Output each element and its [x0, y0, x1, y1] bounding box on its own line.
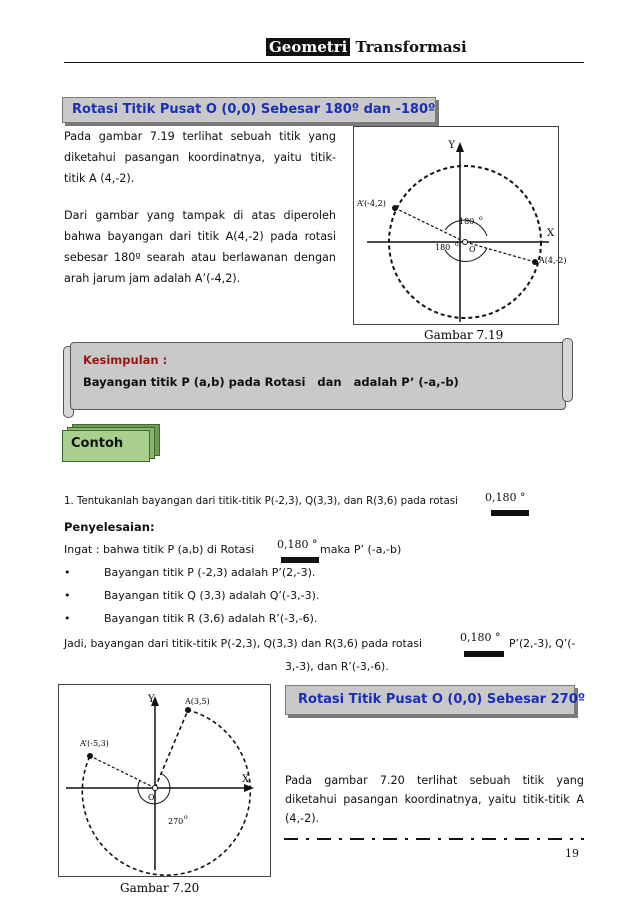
- section2-banner-text: Rotasi Titik Pusat O (0,0) Sebesar 270º: [298, 692, 586, 707]
- section2-paragraph-1: Pada gambar 7.20 terlihat sebuah titik yang diketahui pasangan koordinatnya, yaitu titik-titik A (4,-2).: [285, 774, 584, 825]
- fig2-origin: O: [148, 793, 155, 802]
- fig1-degree-bottom: o: [455, 241, 459, 248]
- ingat-before: Ingat : bahwa titik P (a,b) di Rotasi: [64, 543, 255, 556]
- fig2-caption: Gambar 7.20: [120, 881, 200, 895]
- rotation-notation-3: [456, 626, 508, 658]
- solution-heading: Penyelesaian:: [64, 520, 155, 534]
- header-rule: [64, 62, 584, 63]
- fig2-x-label: X: [242, 774, 250, 785]
- fig1-angle-bottom: 180: [435, 243, 451, 252]
- bullet-text-1: Bayangan titik P (-2,3) adalah P’(2,-3).: [104, 566, 316, 579]
- fig1-origin: O: [469, 245, 476, 254]
- bullet-symbol-1: •: [64, 566, 71, 579]
- bullet-text-2: Bayangan titik Q (3,3) adalah Q’(-3,-3).: [104, 589, 320, 602]
- kesimpulan-box: [70, 342, 566, 410]
- fig1-angle-top: 180: [459, 217, 475, 226]
- fig1-y-label: Y: [448, 140, 455, 151]
- fig1-point-a: A(4,-2): [539, 256, 567, 265]
- bullet-symbol-2: •: [64, 589, 71, 602]
- section2-banner: [285, 685, 586, 715]
- rotation-notation-1-text: 0,180 °: [485, 491, 526, 504]
- rotation-notation-3-text: 0,180 °: [460, 631, 501, 644]
- fig2-point-a-prime: A’(-5,3): [80, 739, 109, 748]
- bullet-text-3: Bayangan titik R (3,6) adalah R’(-3,-6).: [104, 612, 318, 625]
- bullet-symbol-3: •: [64, 612, 71, 625]
- section1-paragraph-1: Pada gambar 7.19 terlihat sebuah titik yang diketahui pasangan koordinatnya, yaitu titik-titik A (4,-2).: [64, 130, 336, 185]
- header-title-rest: Transformasi: [355, 38, 467, 56]
- fig1-point-a-prime: A’(-4,2): [357, 199, 386, 208]
- scroll-curl-right: [562, 338, 573, 402]
- jadi-after: P’(2,-3), Q’(-: [509, 637, 576, 650]
- fig2-angle: 270: [168, 817, 184, 826]
- kesimpulan-text: Bayangan titik P (a,b) pada Rotasi dan adalah P’ (-a,-b): [83, 375, 459, 389]
- figure-7-19: [353, 126, 567, 346]
- header-title-dark: Geometri: [266, 38, 350, 56]
- jadi-before: Jadi, bayangan dari titik-titik P(-2,3), Q(3,3) dan R(3,6) pada rotasi: [64, 637, 423, 650]
- fig2-degree: o: [184, 814, 188, 821]
- rotation-notation-2: [273, 533, 323, 563]
- section1-banner-text: Rotasi Titik Pusat O (0,0) Sebesar 180º dan -180º: [72, 102, 436, 117]
- page-header: [266, 38, 467, 56]
- fig1-x-label: X: [547, 228, 555, 239]
- contoh-text: Contoh: [71, 436, 124, 451]
- figure-7-20: [58, 684, 272, 898]
- ingat-after: maka P’ (-a,-b): [320, 543, 402, 556]
- page-number: 19: [565, 847, 579, 860]
- figure-7-19-graphic: [353, 126, 567, 346]
- fig2-y-label: Y: [148, 694, 155, 705]
- fig1-degree-top: o: [479, 215, 483, 222]
- section1-banner: [62, 97, 436, 123]
- fig2-point-a: A(3,5): [185, 697, 210, 706]
- kesimpulan-title: Kesimpulan :: [83, 353, 168, 367]
- rotation-notation-2-text: 0,180 °: [277, 538, 318, 551]
- example-question: 1. Tentukanlah bayangan dari titik-titik P(-2,3), Q(3,3), dan R(3,6) pada rotasi: [64, 496, 458, 507]
- contoh-label: [62, 424, 162, 464]
- figure-7-20-graphic: [58, 684, 272, 898]
- section1-paragraph-2: Dari gambar yang tampak di atas diperoleh bahwa bayangan dari titik A(4,-2) pada rotasi sebesar 180º searah atau berlawanan dengan arah jarum jam adalah A’(-4,2).: [64, 209, 336, 285]
- rotation-notation-1: [481, 487, 531, 517]
- dash-dot-rule: [284, 826, 584, 830]
- jadi-line-2: 3,-3), dan R’(-3,-6).: [285, 660, 389, 673]
- fig1-caption: Gambar 7.19: [424, 328, 504, 342]
